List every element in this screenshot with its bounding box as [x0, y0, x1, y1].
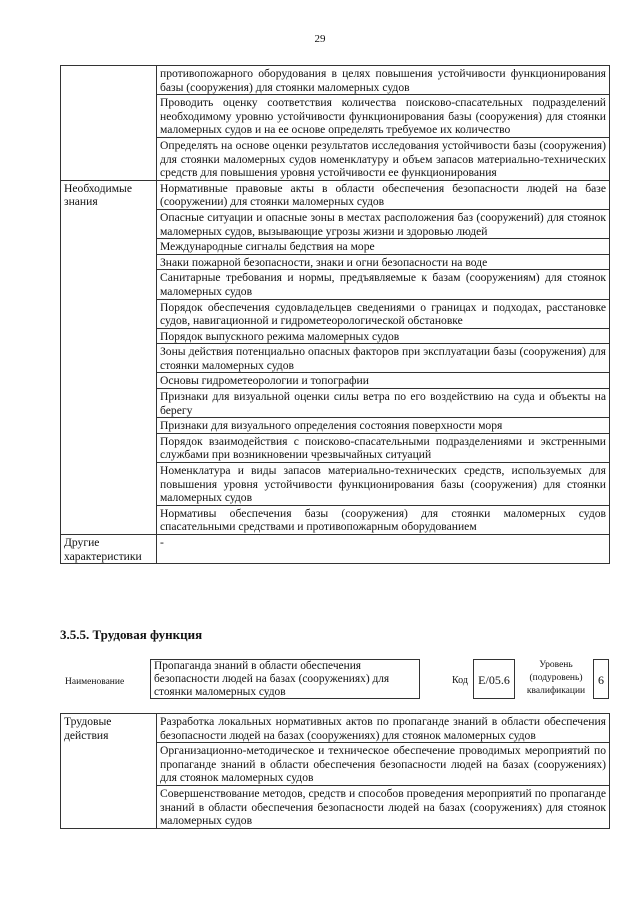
table-row — [61, 433, 610, 462]
table-row — [61, 743, 610, 786]
level-value: 6 — [593, 659, 609, 699]
table-row — [61, 270, 610, 299]
row-text: Признаки для визуальной оценки силы ветра по его воздействию на суда и объекты на берегу — [157, 389, 610, 418]
table-row — [61, 535, 610, 564]
level-label: Уровень (подуровень) квалификации — [526, 660, 586, 696]
table-row — [61, 328, 610, 344]
table-row — [61, 180, 610, 209]
table-row — [61, 373, 610, 389]
row-label — [61, 299, 157, 328]
row-text: Разработка локальных нормативных актов по пропаганде знаний в области обеспечения безопасности людей на базах (сооружениях) для стоянок маломерных судов — [157, 714, 610, 743]
row-label — [61, 743, 157, 786]
row-text: Нормативы обеспечения базы (сооружения) для стоянки маломерных судов спасательными средствами и противопожарным оборудованием — [157, 505, 610, 534]
table-row — [61, 785, 610, 828]
row-text: Порядок обеспечения судовладельцев сведениями о границах и подходах, расстановке судов, навигационной и гидрометеорологической обстановке — [157, 299, 610, 328]
row-text: Определять на основе оценки результатов исследования устойчивости базы (сооружения) для стоянки маломерных судов номенклатуру и объем запасов материально-технических средств для повышения уровня устойчивости ее функционирования — [157, 137, 610, 180]
row-label — [61, 389, 157, 418]
row-label — [61, 344, 157, 373]
row-label — [61, 239, 157, 255]
row-label — [61, 137, 157, 180]
row-label — [61, 270, 157, 299]
row-text: Порядок взаимодействия с поисково-спасательными подразделениями и экстренными службами при возникновении чрезвычайных ситуаций — [157, 433, 610, 462]
section-title: 3.5.5. Трудовая функция — [60, 627, 203, 642]
name-label: Наименование — [65, 677, 125, 687]
row-text: Основы гидрометеорологии и топографии — [157, 373, 610, 389]
row-label: Другие характеристики — [61, 535, 157, 564]
table-row — [61, 344, 610, 373]
row-text: Зоны действия потенциально опасных факторов при эксплуатации базы (сооружения) для стоянки маломерных судов — [157, 344, 610, 373]
name-value: Пропаганда знаний в области обеспечения безопасности людей на базах (сооружениях) для стоянки маломерных судов — [150, 659, 420, 699]
row-text: Нормативные правовые акты в области обеспечения безопасности людей на базе (сооружении) для стоянки маломерных судов — [157, 180, 610, 209]
row-label — [61, 433, 157, 462]
page-number: 29 — [314, 33, 326, 45]
table-row — [61, 66, 610, 95]
row-text: Совершенствование методов, средств и способов проведения мероприятий по пропаганде знаний в области обеспечения безопасности людей на базах (сооружениях) для стоянок маломерных судов — [157, 785, 610, 828]
row-label — [61, 463, 157, 506]
table-row — [61, 299, 610, 328]
row-text: Проводить оценку соответствия количества поисково-спасательных подразделений необходимому уровню устойчивости функционирования базы (сооружения) для стоянки маломерных судов и на ее основе определять требуемое их количество — [157, 95, 610, 138]
skills-knowledge-table — [60, 65, 610, 564]
row-label: Необходимые знания — [61, 180, 157, 209]
code-label: Код — [452, 675, 468, 686]
table-row — [61, 254, 610, 270]
row-text: Номенклатура и виды запасов материально-технических средств, используемых для повышения уровня устойчивости функционирования базы (сооружения) для стоянки маломерных судов — [157, 463, 610, 506]
table-row — [61, 137, 610, 180]
table-row — [61, 239, 610, 255]
row-text: Признаки для визуального определения состояния поверхности моря — [157, 418, 610, 434]
table-row — [61, 418, 610, 434]
table-row — [61, 714, 610, 743]
row-text: Опасные ситуации и опасные зоны в местах расположения баз (сооружений) для стоянок маломерных судов, вызывающие угрозы жизни и здоровью людей — [157, 209, 610, 238]
row-label — [61, 254, 157, 270]
row-text: противопожарного оборудования в целях повышения устойчивости функционирования базы (сооружения) для стоянки маломерных судов — [157, 66, 610, 95]
row-label — [61, 66, 157, 95]
row-label — [61, 505, 157, 534]
row-label — [61, 95, 157, 138]
row-text: Международные сигналы бедствия на море — [157, 239, 610, 255]
labor-actions-table — [60, 713, 610, 829]
table-row — [61, 463, 610, 506]
row-text: Организационно-методическое и техническое обеспечение проводимых мероприятий по пропаганде знаний в области обеспечения безопасности людей на базах (сооружениях) для стоянок маломерных судов — [157, 743, 610, 786]
row-text: Порядок выпускного режима маломерных судов — [157, 328, 610, 344]
row-label: Трудовые действия — [61, 714, 157, 743]
row-text: Санитарные требования и нормы, предъявляемые к базам (сооружениям) для стоянок маломерных судов — [157, 270, 610, 299]
table-row — [61, 209, 610, 238]
code-value: E/05.6 — [473, 659, 515, 699]
row-label — [61, 373, 157, 389]
row-label — [61, 785, 157, 828]
row-text: - — [157, 535, 610, 564]
row-label — [61, 328, 157, 344]
table-row — [61, 95, 610, 138]
table-row — [61, 389, 610, 418]
row-text: Знаки пожарной безопасности, знаки и огни безопасности на воде — [157, 254, 610, 270]
row-label — [61, 418, 157, 434]
table-row — [61, 505, 610, 534]
row-label — [61, 209, 157, 238]
